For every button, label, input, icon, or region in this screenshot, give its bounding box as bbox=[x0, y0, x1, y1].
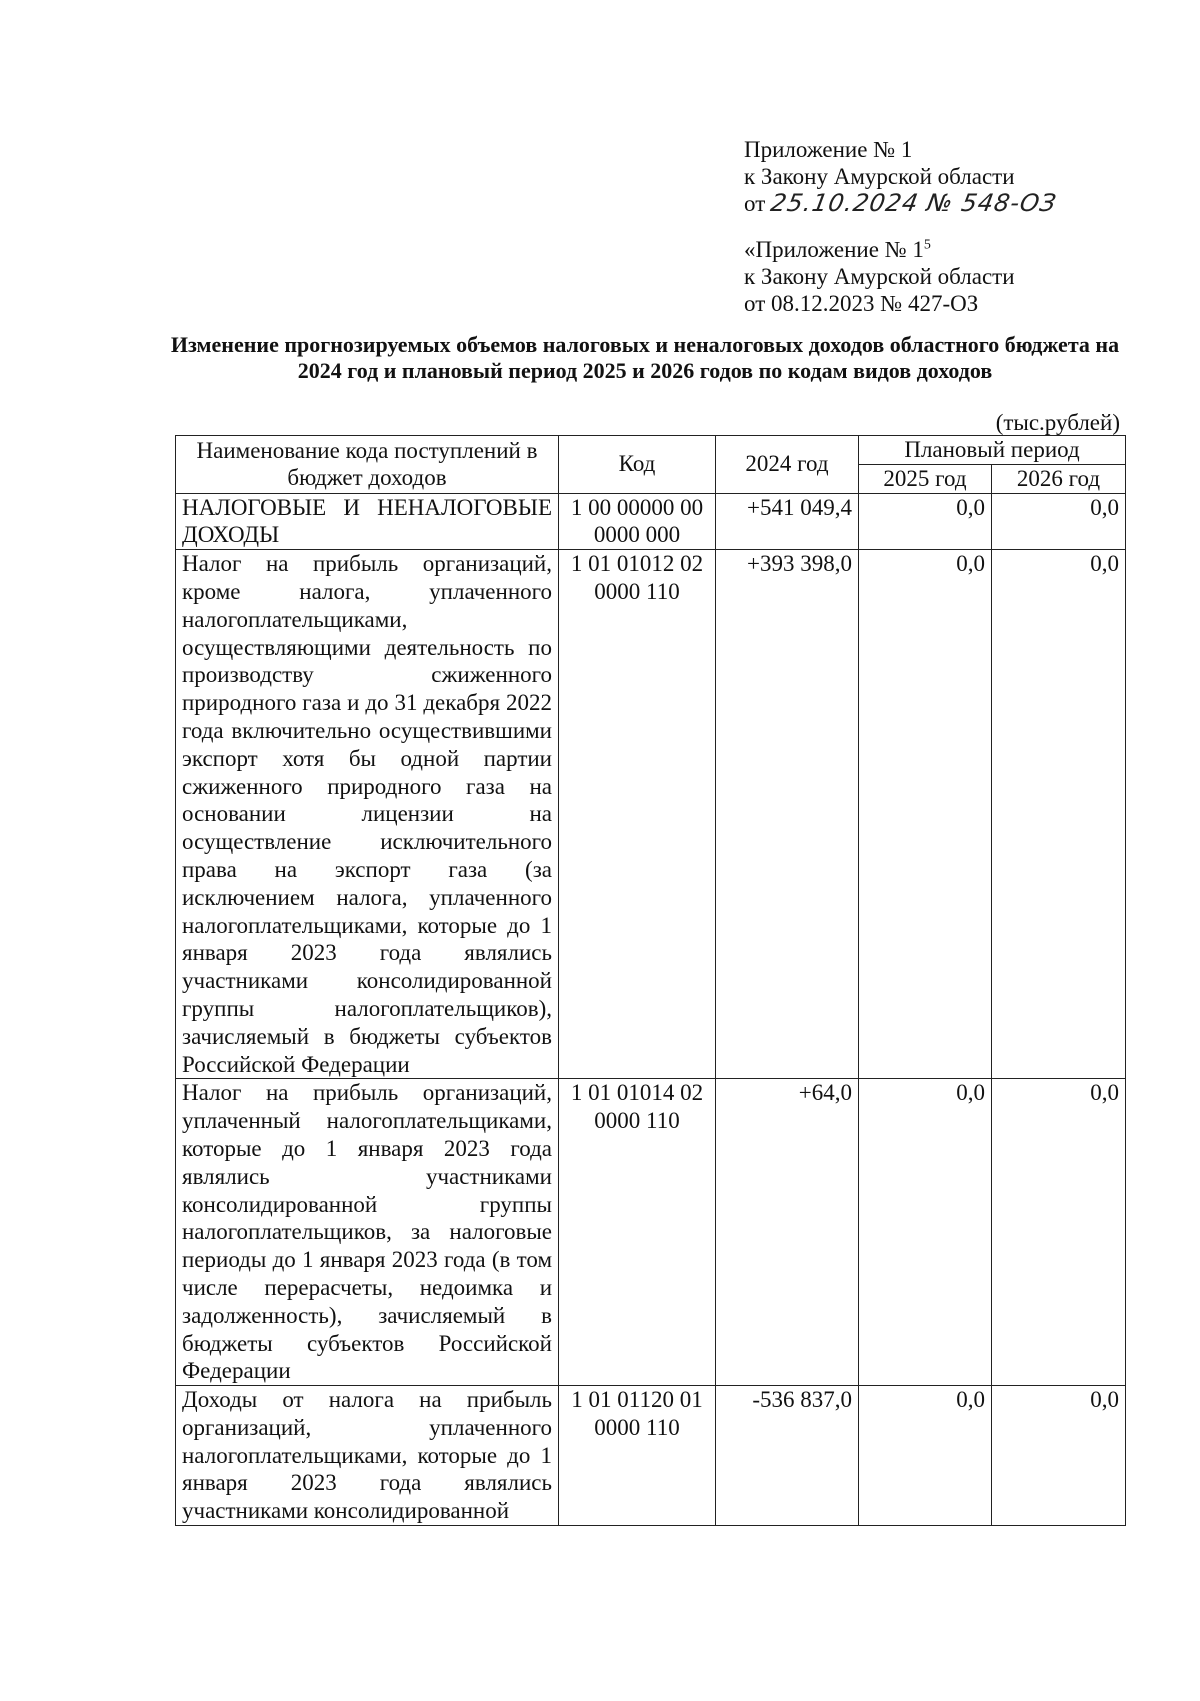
row-name: НАЛОГОВЫЕ И НЕНАЛОГОВЫЕ ДОХОДЫ bbox=[176, 493, 559, 550]
ref-appendix-number-text: «Приложение № 1 bbox=[744, 237, 924, 262]
referenced-appendix bbox=[744, 236, 1015, 317]
row-code: 1 01 01012 02 0000 110 bbox=[559, 550, 716, 1079]
header-code: Код bbox=[559, 436, 716, 494]
table-row bbox=[176, 1079, 1126, 1386]
table-header-row bbox=[176, 436, 1126, 465]
handwritten-date-number: 25.10.2024 № 548-ОЗ bbox=[768, 189, 1059, 217]
appendix-date-prefix: от bbox=[744, 191, 766, 216]
row-2025: 0,0 bbox=[859, 1079, 992, 1386]
row-name: Налог на прибыль организаций, уплаченный налогоплательщиками, которые до 1 января 2023 года являлись участниками консолидированной группы налогоплательщиков, за налоговые периоды до 1 января 2023 года (в том числе перерасчеты, недоимка и задолженность), зачисляемый в бюджеты субъектов Российской Федерации bbox=[176, 1079, 559, 1386]
header-planned-period: Плановый период bbox=[859, 436, 1126, 465]
row-2026: 0,0 bbox=[992, 493, 1126, 550]
row-2026: 0,0 bbox=[992, 550, 1126, 1079]
row-2024: +64,0 bbox=[716, 1079, 859, 1386]
row-code: 1 00 00000 00 0000 000 bbox=[559, 493, 716, 550]
header-name: Наименование кода поступлений в бюджет доходов bbox=[176, 436, 559, 494]
appendix-date bbox=[744, 189, 1059, 217]
table-row bbox=[176, 1386, 1126, 1526]
ref-appendix-law: к Закону Амурской области bbox=[744, 264, 1015, 289]
row-name: Налог на прибыль организаций, кроме налога, уплаченного налогоплательщиками, осуществляющими деятельность по производству сжиженного природного газа и до 31 декабря 2022 года включительно осуществившими экспорт хотя бы одной партии сжиженного природного газа на основании лицензии на осуществление исключительного права на экспорт газа (за исключением налога, уплаченного налогоплательщиками, которые до 1 января 2023 года являлись участниками консолидированной группы налогоплательщиков), зачисляемый в бюджеты субъектов Российской Федерации bbox=[176, 550, 559, 1079]
row-code: 1 01 01014 02 0000 110 bbox=[559, 1079, 716, 1386]
ref-appendix-date: от 08.12.2023 № 427-ОЗ bbox=[744, 291, 979, 316]
row-2025: 0,0 bbox=[859, 1386, 992, 1526]
appendix-number: Приложение № 1 bbox=[744, 137, 913, 162]
table-row bbox=[176, 550, 1126, 1079]
row-2025: 0,0 bbox=[859, 493, 992, 550]
document-title: Изменение прогнозируемых объемов налоговых и неналоговых доходов областного бюджета на 2024 год и плановый период 2025 и 2026 годов по кодам видов доходов bbox=[170, 332, 1120, 383]
row-2026: 0,0 bbox=[992, 1386, 1126, 1526]
header-2025: 2025 год bbox=[859, 464, 992, 493]
header-2024: 2024 год bbox=[716, 436, 859, 494]
row-2024: +541 049,4 bbox=[716, 493, 859, 550]
row-2024: -536 837,0 bbox=[716, 1386, 859, 1526]
ref-appendix-number bbox=[744, 236, 1015, 263]
row-2026: 0,0 bbox=[992, 1079, 1126, 1386]
appendix-header bbox=[744, 136, 1059, 217]
row-2025: 0,0 bbox=[859, 550, 992, 1079]
appendix-law: к Закону Амурской области bbox=[744, 164, 1015, 189]
row-code: 1 01 01120 01 0000 110 bbox=[559, 1386, 716, 1526]
row-name: Доходы от налога на прибыль организаций, уплаченного налогоплательщиками, которые до 1 января 2023 года являлись участниками консолидированной bbox=[176, 1386, 559, 1526]
units-label: (тыс.рублей) bbox=[995, 410, 1120, 435]
revenue-table bbox=[175, 435, 1126, 1526]
ref-appendix-superscript: 5 bbox=[923, 237, 931, 253]
table-row bbox=[176, 493, 1126, 550]
header-2026: 2026 год bbox=[992, 464, 1126, 493]
row-2024: +393 398,0 bbox=[716, 550, 859, 1079]
